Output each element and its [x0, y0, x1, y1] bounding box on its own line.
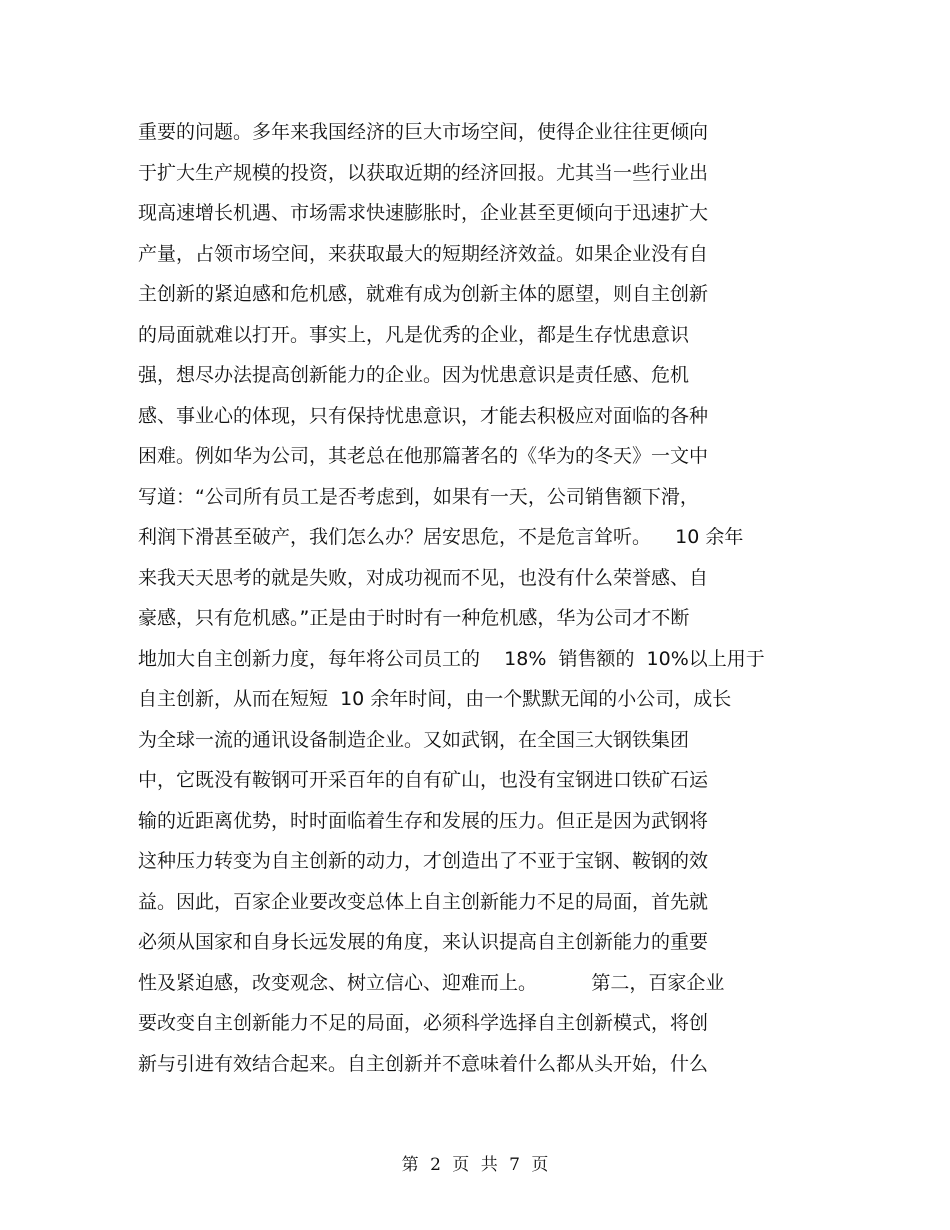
text-line: 中，它既没有鞍钢可开采百年的自有矿山，也没有宝钢进口铁矿石运	[138, 769, 709, 791]
text-line: 于扩大生产规模的投资，以获取近期的经济回报。尤其当一些行业出	[138, 161, 709, 184]
text-line: 重要的问题。多年来我国经济的巨大市场空间，使得企业往往更倾向	[138, 121, 709, 143]
text-line: 现高速增长机遇、市场需求快速膨胀时，企业甚至更倾向于迅速扩大	[138, 202, 709, 224]
text-line: 为全球一流的通讯设备制造企业。又如武钢，在全国三大钢铁集团	[138, 728, 690, 751]
text-line: 豪感，只有危机感。”正是由于时时有一种危机感，华为公司才不断	[138, 607, 690, 629]
text-line: 地加大自主创新力度，每年将公司员工的 18% 销售额的 10%以上用于	[138, 647, 765, 670]
text-line: 益。因此，百家企业要改变总体上自主创新能力不足的局面，首先就	[138, 890, 709, 913]
text-line: 产量，占领市场空间，来获取最大的短期经济效益。如果企业没有自	[138, 242, 709, 265]
text-line: 要改变自主创新能力不足的局面，必须科学选择自主创新模式，将创	[138, 1012, 709, 1034]
text-line: 必须从国家和自身长远发展的角度，来认识提高自主创新能力的重要	[138, 931, 709, 953]
text-line: 自主创新，从而在短短 10 余年时间，由一个默默无闻的小公司，成长	[138, 688, 732, 710]
text-line: 写道：“公司所有员工是否考虑到，如果有一天，公司销售额下滑，	[138, 485, 699, 508]
page-footer: 第 2 页 共 7 页	[401, 1155, 549, 1175]
text-line: 的局面就难以打开。事实上，凡是优秀的企业，都是生存忧患意识	[138, 323, 690, 346]
text-line: 这种压力转变为自主创新的动力，才创造出了不亚于宝钢、鞍钢的效	[138, 850, 709, 872]
text-line: 感、事业心的体现，只有保持忧患意识，才能去积极应对面临的各种	[138, 404, 709, 427]
text-line: 性及紧迫感，改变观念、树立信心、迎难而上。 第二，百家企业	[138, 971, 725, 994]
text-line: 新与引进有效结合起来。自主创新并不意味着什么都从头开始，什么	[138, 1052, 709, 1075]
text-line: 强，想尽办法提高创新能力的企业。因为忧患意识是责任感、危机	[138, 364, 690, 386]
text-line: 来我天天思考的就是失败，对成功视而不见，也没有什么荣誉感、自	[138, 566, 709, 589]
text-line: 输的近距离优势，时时面临着生存和发展的压力。但正是因为武钢将	[138, 809, 709, 832]
text-line: 利润下滑甚至破产，我们怎么办？居安思危，不是危言耸听。 10 余年	[138, 526, 744, 548]
body-text	[138, 112, 818, 1084]
text-line: 困难。例如华为公司，其老总在他那篇著名的《华为的冬天》一文中	[138, 445, 709, 467]
text-line: 主创新的紧迫感和危机感，就难有成为创新主体的愿望，则自主创新	[138, 283, 709, 305]
